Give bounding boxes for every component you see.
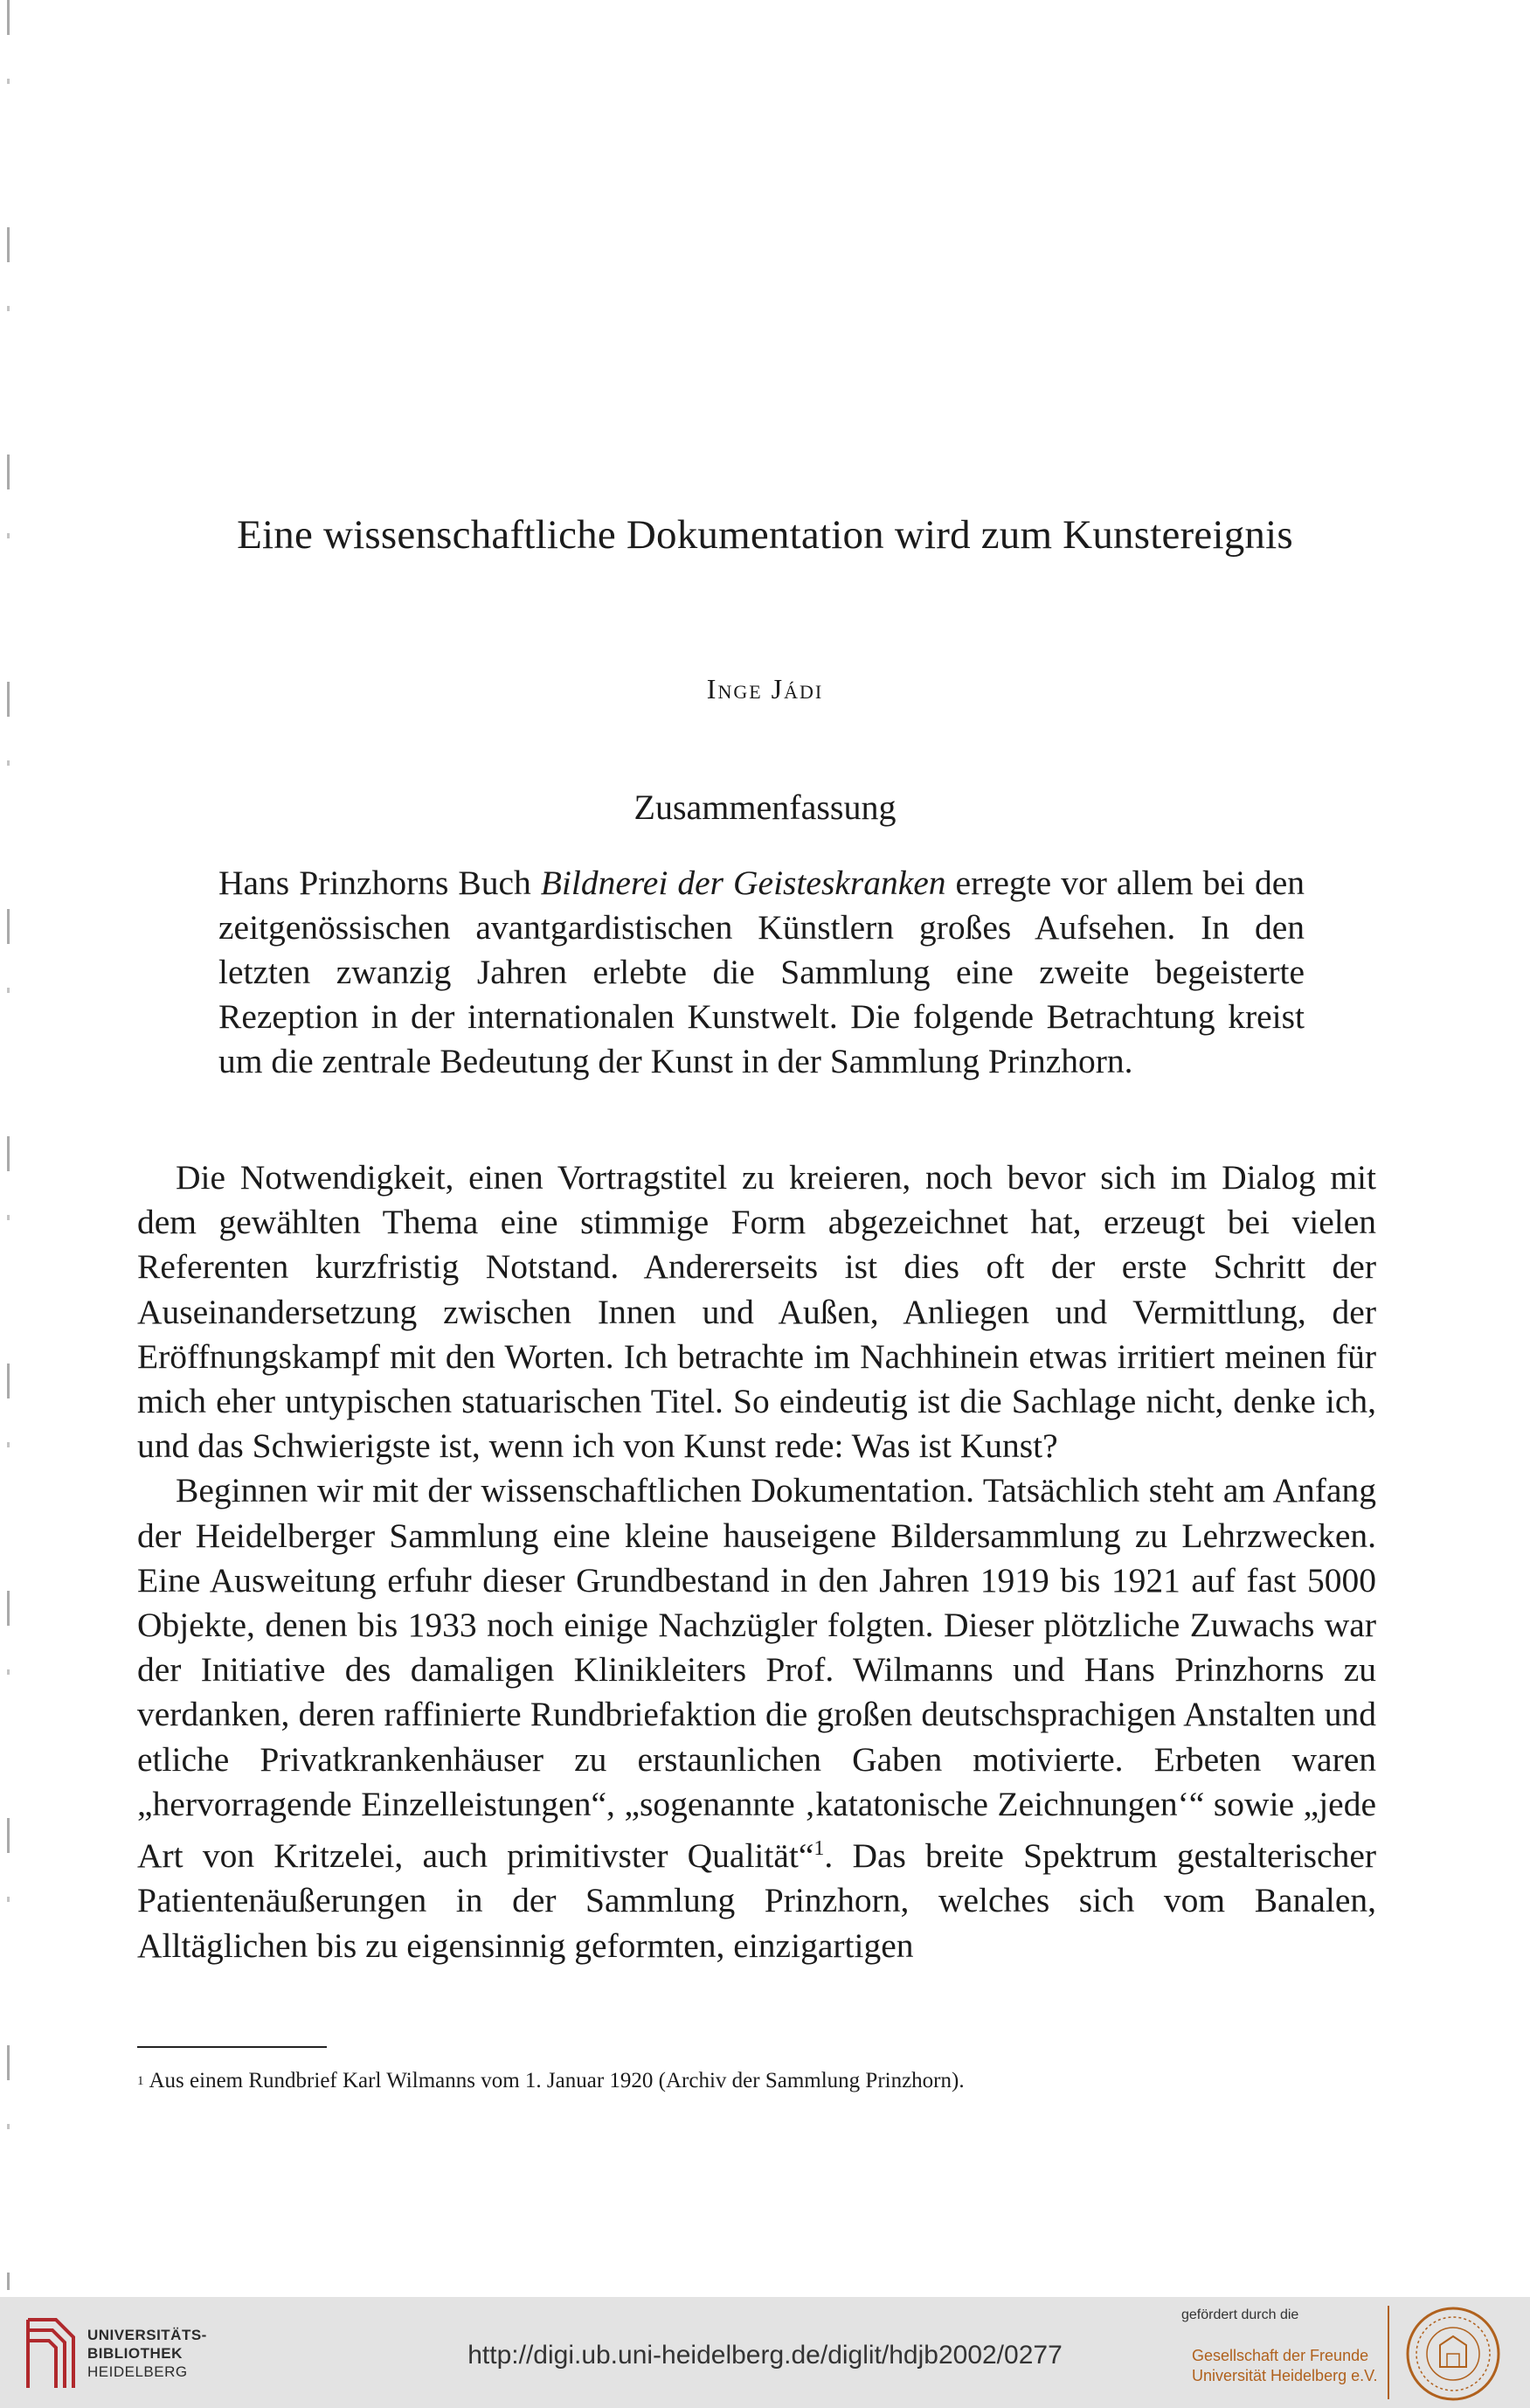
footnote-marker: 1 <box>137 2074 144 2088</box>
sponsor-divider <box>1388 2306 1389 2399</box>
digitization-footer <box>0 2297 1530 2408</box>
abstract-text: Hans Prinzhorns Buch Bildnerei der Geisteskranken erregte vor allem bei den zeitgenössischen avantgardistischen Künstlern großes Aufsehen. In den letzten zwanzig Jahren erlebte die Sammlung eine zweite begeisterte Rezeption in der internationalen Kunstwelt. Die folgende Betrachtung kreist um die zentrale Bedeutung der Kunst in der Sammlung Prinzhorn. <box>218 864 1305 1080</box>
footnote-reference[interactable]: 1 <box>813 1837 825 1861</box>
university-seal-icon <box>1405 2306 1501 2402</box>
body-paragraph-2: Beginnen wir mit der wissenschaftlichen Dokumentation. Tatsächlich steht am Anfang der Heidelberger Sammlung eine kleine hauseigene Bildersammlung zu Lehrzwecken. Eine Ausweitung erfuhr dieser Grundbestand in den Jahren 1919 bis 1921 auf fast 5000 Objekte, denen bis 1933 noch einige Nachzügler folgten. Dieser plötzliche Zuwachs war der Initiative des damaligen Klinikleiters Prof. Wilmanns und Hans Prinzhorns zu verdanken, deren raffinierte Rundbriefaktion die großen deutschsprachigen Anstalten und etliche Privatkrankenhäuser zu erstaunlichen Gaben motivierte. Erbeten waren „hervorragende Einzelleistungen“, „sogenannte ‚katatonische Zeichnungen‘“ sowie „jede Art von Kritzelei, auch primitivster Qualität“$^1$. Das breite Spektrum gestalterischer Patientenäußerungen in der Sammlung Prinzhorn, welches sich vom Banalen, Alltäglichen bis zu eigensinnig geformten, einzigartigen <box>137 1471 1377 1965</box>
article-author: Inge Jádi <box>706 673 824 704</box>
article-body <box>137 1155 1376 1968</box>
sponsor-name: Gesellschaft der Freunde Universität Heidelberg e.V. <box>1192 2347 1378 2384</box>
footnote-text: Aus einem Rundbrief Karl Wilmanns vom 1. Januar 1920 (Archiv der Sammlung Prinzhorn). <box>149 2069 965 2092</box>
abstract-heading: Zusammenfassung <box>633 788 897 827</box>
article-title: Eine wissenschaftliche Dokumentation wird zum Kunstereignis <box>237 512 1293 558</box>
book-title: Bildnerei der Geisteskranken <box>540 864 946 902</box>
library-name: UNIVERSITÄTS- BIBLIOTHEK HEIDELBERG <box>87 2327 207 2380</box>
footnote <box>137 2067 1378 2095</box>
sponsor-label: gefördert durch die <box>1181 2307 1299 2322</box>
footnote-divider <box>137 2046 327 2048</box>
permalink-url[interactable]: http://digi.ub.uni-heidelberg.de/diglit/hdjb2002/0277 <box>467 2341 1063 2370</box>
body-paragraph-1: Die Notwendigkeit, einen Vortragstitel zu kreieren, noch bevor sich im Dialog mit dem gewählten Thema eine stimmige Form abgezeichnet hat, erzeugt bei vielen Referenten kurzfristig Notstand. Andererseits ist dies oft der erste Schritt der Auseinandersetzung zwischen Innen und Außen, Anliegen und Vermittlung, der Eröffnungskampf mit den Worten. Ich betrachte im Nachhinein etwas irritiert meinen für mich eher untypischen statuarischen Titel. So eindeutig ist die Sachlage nicht, denke ich, und das Schwierigste ist, wenn ich von Kunst rede: Was ist Kunst? <box>137 1158 1376 1466</box>
